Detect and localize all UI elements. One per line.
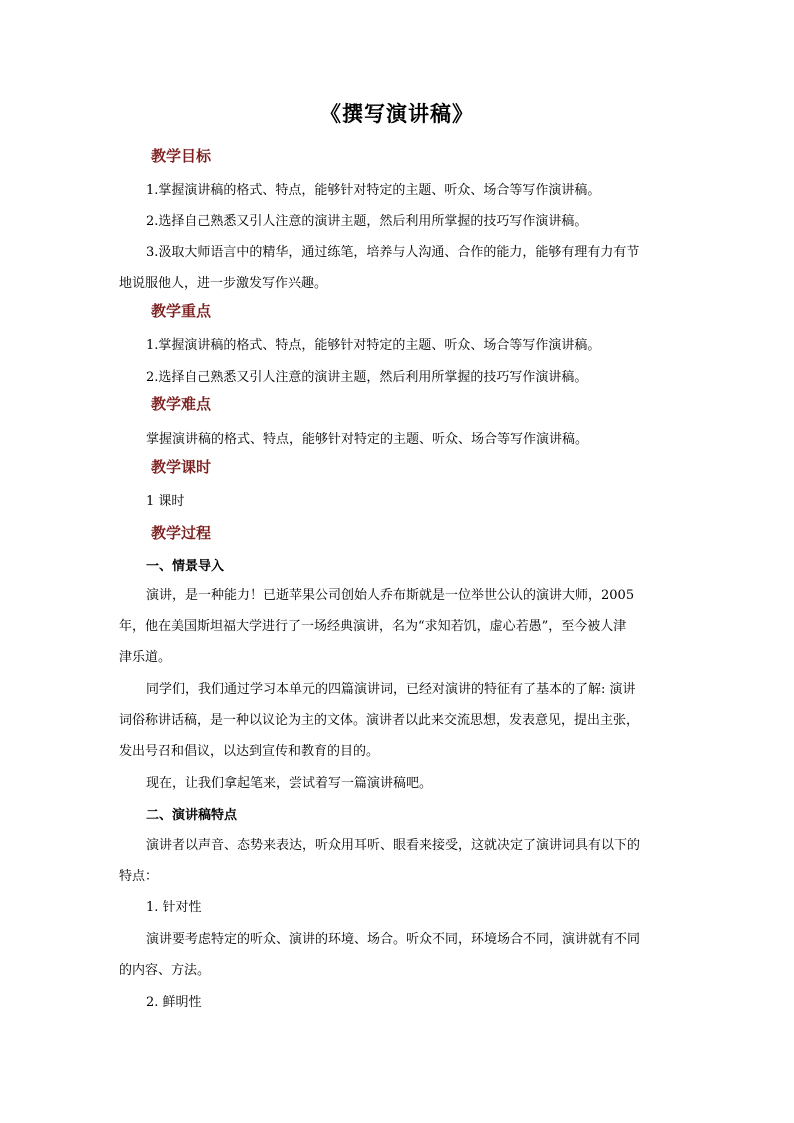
para-4-line-1: 演讲者以声音、态势来表达，听众用耳听、眼看来接受，这就决定了演讲词具有以下的 [146, 838, 641, 853]
para-1-line-1: 演讲，是一种能力！已逝苹果公司创始人乔布斯就是一位举世公认的演讲大师，2005 [146, 588, 635, 603]
para-1-line-3: 津乐道。 [119, 650, 172, 665]
section-2-title: 二、演讲稿特点 [146, 808, 238, 823]
para-2-line-1: 同学们，我们通过学习本单元的四篇演讲词，已经对演讲的特征有了基本的了解: 演讲 [146, 682, 636, 697]
list-item-2: 2. 鲜明性 [146, 995, 202, 1010]
para-2-line-2: 词俗称讲话稿，是一种以议论为主的文体。演讲者以此来交流思想，发表意见，提出主张， [119, 713, 640, 728]
heading-teaching-process: 教学过程 [151, 524, 212, 542]
para-5-line-2: 的内容、方法。 [119, 963, 211, 978]
focus-1: 1.掌握演讲稿的格式、特点，能够针对特定的主题、听众、场合等写作演讲稿。 [146, 338, 601, 353]
document-title: 《撰写演讲稿》 [320, 101, 474, 126]
para-5-line-1: 演讲要考虑特定的听众、演讲的环境、场合。听众不同，环境场合不同，演讲就有不同 [146, 932, 641, 947]
goal-1: 1.掌握演讲稿的格式、特点，能够针对特定的主题、听众、场合等写作演讲稿。 [146, 183, 601, 198]
list-item-1: 1. 针对性 [146, 900, 202, 915]
para-2-line-3: 发出号召和倡议，以达到宣传和教育的目的。 [119, 744, 380, 759]
hours-1: 1 课时 [146, 494, 185, 509]
heading-teaching-focus: 教学重点 [151, 302, 212, 320]
para-1-line-2: 年，他在美国斯坦福大学进行了一场经典演讲，名为“求知若饥，虚心若愚”，至今被人津 [119, 619, 627, 634]
goal-3-line-1: 3.汲取大师语言中的精华，通过练笔，培养与人沟通、合作的能力，能够有理有力有节 [146, 245, 640, 260]
difficulty-1: 掌握演讲稿的格式、特点，能够针对特定的主题、听众、场合等写作演讲稿。 [146, 432, 589, 447]
focus-2: 2.选择自己熟悉又引人注意的演讲主题，然后利用所掌握的技巧写作演讲稿。 [146, 370, 588, 385]
para-3-line-1: 现在，让我们拿起笔来，尝试着写一篇演讲稿吧。 [146, 776, 433, 791]
heading-teaching-difficulty: 教学难点 [151, 395, 212, 413]
heading-teaching-goals: 教学目标 [151, 147, 212, 165]
heading-teaching-hours: 教学课时 [151, 458, 212, 476]
para-4-line-2: 特点： [119, 869, 159, 884]
goal-2: 2.选择自己熟悉又引人注意的演讲主题，然后利用所掌握的技巧写作演讲稿。 [146, 214, 588, 229]
goal-3-line-2: 地说服他人，进一步激发写作兴趣。 [119, 276, 328, 291]
section-1-title: 一、情景导入 [146, 559, 225, 574]
